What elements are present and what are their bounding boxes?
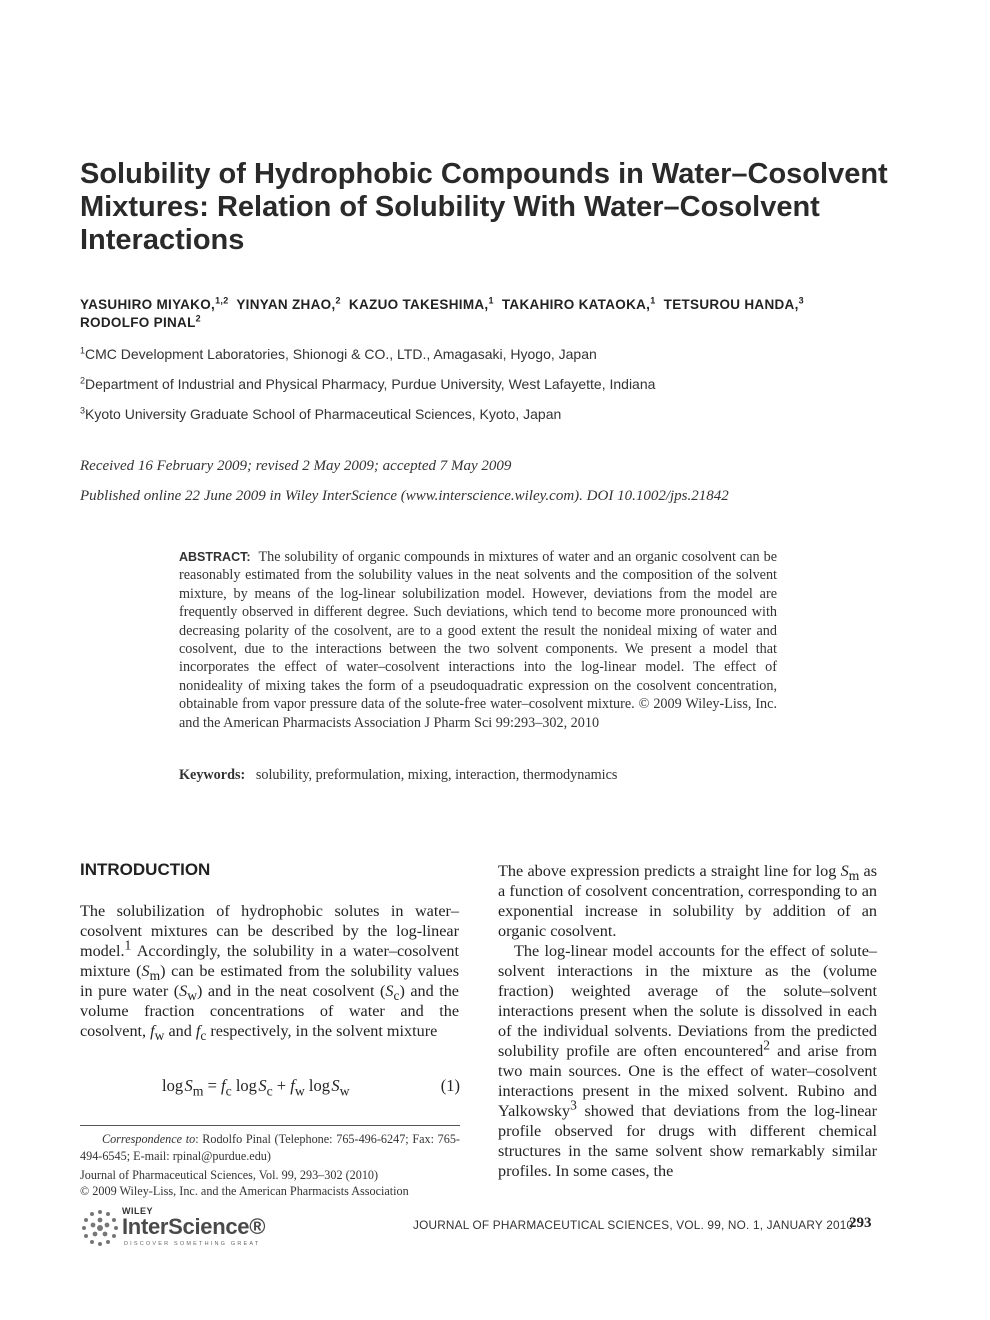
article-title: Solubility of Hydrophobic Compounds in Water–Cosolvent Mixtures: Relation of Solubility With Water–Cosolvent Interactions: [80, 158, 888, 256]
author-affiliation-ref: 1: [650, 295, 656, 306]
publication-info: Published online 22 June 2009 in Wiley InterScience (www.interscience.wiley.com). DOI 10.1002/jps.21842: [80, 488, 729, 504]
affiliation-1: [80, 346, 597, 362]
abstract: [179, 548, 777, 732]
abstract-text: The solubility of organic compounds in mixtures of water and an organic cosolvent can be reasonably estimated from the solubility values in the neat solvents and the composition of the solvent mixture, by means of the log-linear solubilization model. However, deviations from the model are frequently observed in different degree. Such deviations, which tend to become more pronounced with decreasing polarity of the cosolvent, are to a good extent the result the nonideal mixing of water and cosolvent, due to the interactions between the two solvent components. We present a model that incorporates the effect of water–cosolvent interactions into the log-linear model. The effect of nonideality of mixing takes the form of a pseudoquadratic expression on the cosolvent concentration, obtainable from vapor pressure data of the solute-free water–cosolvent mixture. © 2009 Wiley-Liss, Inc. and the American Pharmacists Association J Pharm Sci 99:293–302, 2010: [179, 549, 778, 731]
section-heading-introduction: INTRODUCTION: [80, 860, 211, 879]
affiliation-number: 3: [80, 405, 86, 416]
citation-ref[interactable]: 1: [124, 937, 132, 953]
affiliation-text: Department of Industrial and Physical Pharmacy, Purdue University, West Lafayette, Indiana: [85, 376, 656, 392]
logo-tagline: DISCOVER SOMETHING GREAT: [124, 1241, 261, 1247]
keywords: [179, 767, 779, 784]
author-affiliation-ref: 3: [798, 295, 804, 306]
affiliation-number: 1: [80, 345, 86, 356]
correspondence-text: : Rodolfo Pinal (Telephone: 765-496-6247; Fax: 765-494-6545; E-mail: rpinal@purdue.edu): [80, 1132, 460, 1163]
citation-ref[interactable]: 3: [570, 1097, 577, 1113]
globe-dots-icon: [80, 1208, 120, 1248]
affiliation-text: CMC Development Laboratories, Shionogi & CO., LTD., Amagasaki, Hyogo, Japan: [85, 346, 597, 362]
author-affiliation-ref: 1,2: [215, 295, 229, 306]
author-name: RODOLFO PINAL: [80, 315, 196, 330]
author-name: TAKAHIRO KATAOKA,: [501, 297, 651, 312]
affiliation-3: [80, 406, 561, 422]
footnote-divider: [80, 1125, 460, 1126]
journal-citation: Journal of Pharmaceutical Sciences, Vol. 99, 293–302 (2010): [80, 1168, 379, 1182]
running-footer: JOURNAL OF PHARMACEUTICAL SCIENCES, VOL. 99, NO. 1, JANUARY 2010: [413, 1218, 854, 1232]
affiliation-text: Kyoto University Graduate School of Pharmaceutical Sciences, Kyoto, Japan: [85, 406, 562, 422]
author-affiliation-ref: 2: [335, 295, 341, 306]
page-number: 293: [849, 1215, 872, 1231]
logo-name: InterScience®: [122, 1214, 266, 1239]
author-name: TETSUROU HANDA,: [663, 297, 799, 312]
author-affiliation-ref: 1: [488, 295, 494, 306]
citation-ref[interactable]: 2: [763, 1037, 770, 1053]
correspondence-footnote: [80, 1131, 460, 1165]
wiley-interscience-logo[interactable]: [80, 1206, 270, 1250]
author-name: YASUHIRO MIYAKO,: [80, 297, 216, 312]
received-dates: Received 16 February 2009; revised 2 May 2009; accepted 7 May 2009: [80, 458, 512, 474]
abstract-label: ABSTRACT:: [179, 550, 251, 564]
affiliation-2: [80, 376, 655, 392]
logo-publisher: WILEY: [122, 1206, 153, 1216]
affiliation-number: 2: [80, 375, 86, 386]
correspondence-label: Correspondence to: [101, 1132, 196, 1146]
author-list: [80, 296, 880, 332]
equation-expression: log $S_m = f_c$ log $S_c + f_w$ log $S_w$: [162, 1076, 350, 1099]
author-affiliation-ref: 2: [195, 313, 201, 324]
author-name: YINYAN ZHAO,: [236, 297, 336, 312]
copyright-notice: © 2009 Wiley-Liss, Inc. and the American Pharmacists Association: [80, 1184, 409, 1198]
keywords-label: Keywords:: [179, 767, 246, 783]
intro-paragraph-right: The above expression predicts a straight line for $\log S_m$ as a function of cosolvent concentration, corresponding to an exponential increase in solubility by addition of an organic cosolvent. The log-linear model accounts for the effect of solute–solvent interactions in the mixture as the (volume fraction) weighted average of the solute–solvent interactions present when the solute is dissolved in each of the individual solvents. Deviations from the predicted solubility profile are often encountered$^2$ and arise from two main sources. One is the effect of water–cosolvent interactions present in the mixed solvent. Rubino and Yalkowsky$^3$ showed that deviations from the log-linear profile observed for drugs with different chemical structures in the same solvent show remarkably similar profiles. In some cases, the: [498, 862, 877, 1180]
equation-number: (1): [440, 1076, 460, 1095]
keywords-text: solubility, preformulation, mixing, interaction, thermodynamics: [255, 767, 618, 783]
author-name: KAZUO TAKESHIMA,: [348, 297, 489, 312]
intro-paragraph-left: The solubilization of hydrophobic solutes in water–cosolvent mixtures can be described by the log-linear model.$^1$ Accordingly, the solubility in a water–cosolvent mixture $(S_m)$ can be estimated from the solubility values in pure water $(S_w)$ and in the neat cosolvent $(S_c)$ and the volume fraction concentrations of water and the cosolvent, $f_w$ and $f_c$ respectively, in the solvent mixture: [80, 902, 460, 1044]
